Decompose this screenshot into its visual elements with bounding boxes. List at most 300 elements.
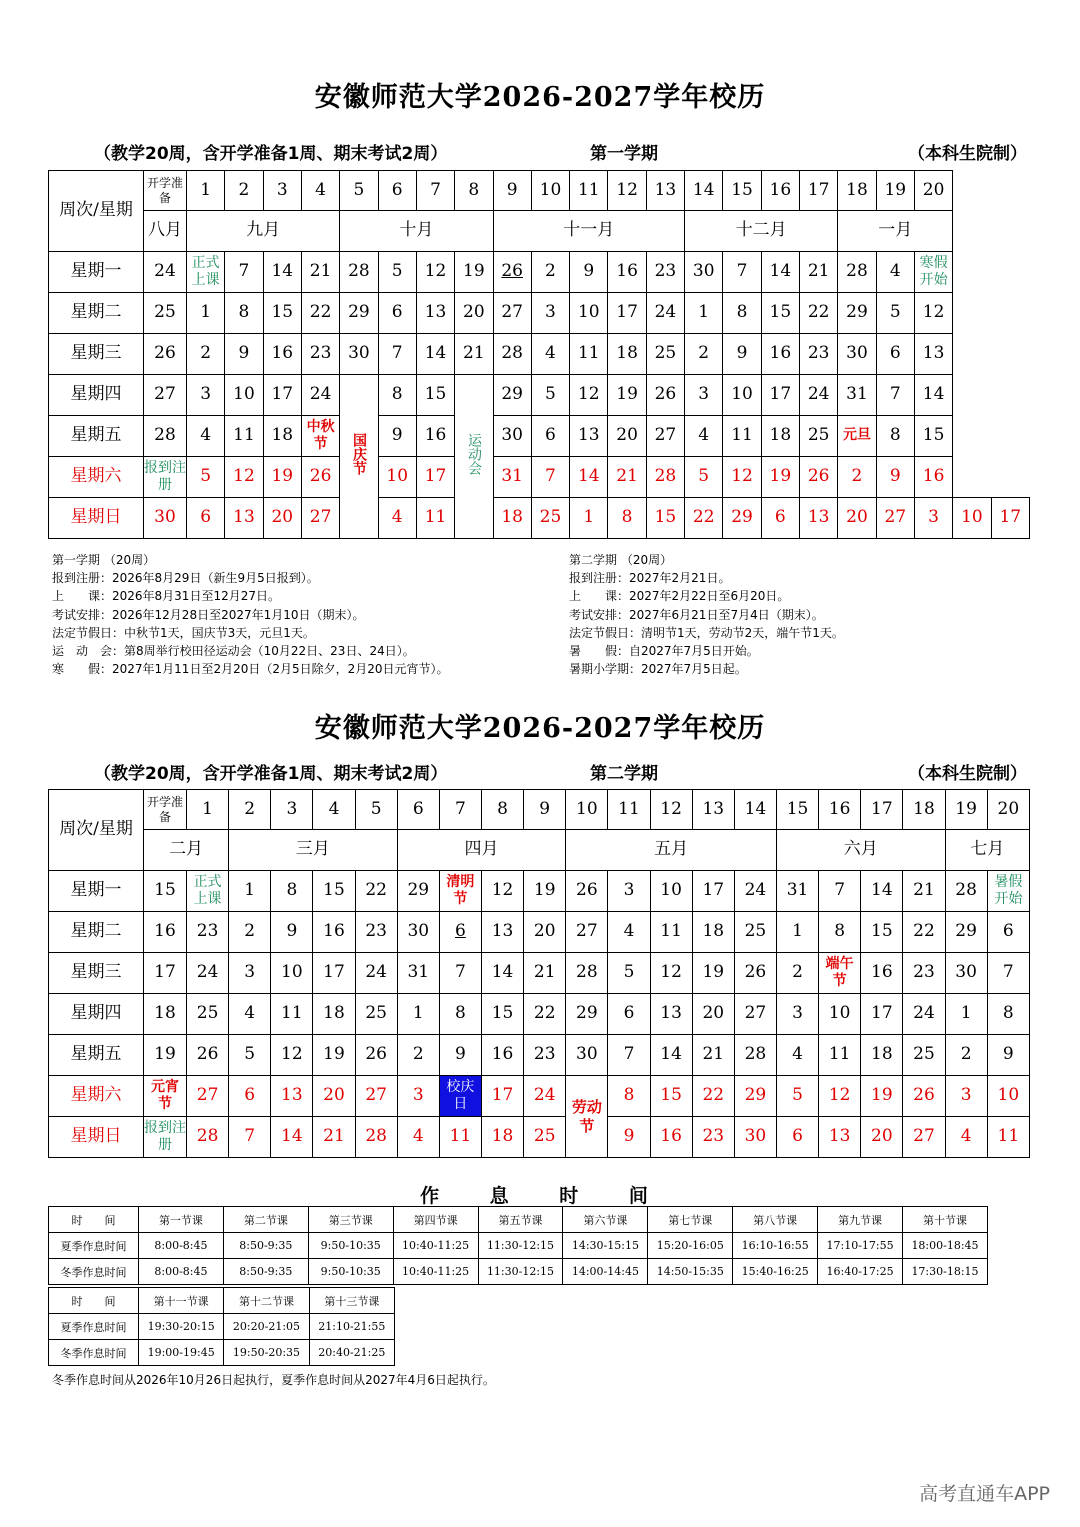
date-cell: 3: [685, 375, 723, 416]
date-cell: 5: [776, 1076, 818, 1117]
time-cell: 10:40-11:25: [393, 1259, 478, 1285]
time-cell: 10:40-11:25: [393, 1233, 478, 1259]
time-cell: 17:30-18:15: [903, 1259, 988, 1285]
date-cell: 19: [313, 1035, 355, 1076]
semester1-title: 安徽师范大学2026-2027学年校历: [314, 82, 766, 113]
dragon-boat-cell: 端午节: [819, 953, 861, 994]
date-cell: 27: [493, 293, 531, 334]
date-cell: 16: [608, 252, 646, 293]
date-cell: 6: [608, 994, 650, 1035]
date-cell: 8: [608, 498, 646, 539]
date-cell: 1: [945, 994, 987, 1035]
row-thursday: [49, 375, 1030, 416]
date-cell: 18: [493, 498, 531, 539]
date-cell: 13: [570, 416, 608, 457]
semester2-summary: （教学20周，含开学准备1周、期末考试2周）: [94, 764, 448, 784]
date-cell: 24: [734, 871, 776, 912]
row-saturday: [49, 457, 1030, 498]
date-cell: 7: [987, 953, 1029, 994]
date-cell: 9: [608, 1117, 650, 1158]
time-cell: 15:20-16:05: [648, 1233, 733, 1259]
date-cell: 26: [646, 375, 684, 416]
date-cell: 24: [144, 252, 187, 293]
date-cell: 9: [225, 334, 263, 375]
week-header: 18: [903, 790, 945, 830]
classes-start-cell: 正式上课: [187, 252, 225, 293]
date-cell: 20: [313, 1076, 355, 1117]
date-cell: 29: [734, 1076, 776, 1117]
month-header: 二月: [144, 830, 229, 871]
date-cell: 1: [187, 293, 225, 334]
date-cell: 27: [734, 994, 776, 1035]
semester1-notes: 第一学期 （20周） 报到注册：2026年8月29日（新生9月5日报到）。 上 课：2026年8月31日至12月27日。 考试安排：2026年12月28日至2027年1月10日（期末）。 法定节假日：中秋节1天，国庆节3天，元旦1天。 运 动 会：第8周举行校田径运动会（10月22日、23日、24日）。 寒 假：2027年1月11日至2月20日（2月5日除夕，2月20日元宵节）。: [52, 553, 449, 677]
date-cell: 26: [355, 1035, 397, 1076]
semester2-notes: 第二学期 （20周） 报到注册：2027年2月21日。 上 课：2027年2月22日至6月20日。 考试安排：2027年6月21日至7月4日（期末）。 法定节假日：清明节1天，劳动节2天，端午节1天。 暑 假：自2027年7月5日开始。 暑期小学期：2027年7月5日起。: [569, 553, 844, 677]
day-label: 星期六: [49, 457, 144, 498]
date-cell: 25: [531, 498, 569, 539]
week-header: 15: [776, 790, 818, 830]
date-cell: 1: [229, 871, 271, 912]
date-cell: 23: [903, 953, 945, 994]
week-header: 4: [301, 171, 339, 211]
date-cell: 3: [187, 375, 225, 416]
date-cell: 17: [144, 953, 187, 994]
summer-label: 夏季作息时间: [49, 1314, 139, 1340]
date-cell: 12: [819, 1076, 861, 1117]
week-header: 2: [229, 790, 271, 830]
period-header: 第十三节课: [309, 1288, 394, 1314]
month-header: 十二月: [685, 211, 838, 252]
date-cell: 8: [439, 994, 481, 1035]
period-header: 第十二节课: [224, 1288, 309, 1314]
date-cell: 21: [301, 252, 339, 293]
mid-autumn-cell: 中秋节: [301, 416, 339, 457]
date-cell: 19: [263, 457, 301, 498]
winter-label: 冬季作息时间: [49, 1259, 139, 1285]
date-cell: 12: [650, 953, 692, 994]
week-header: 1: [187, 171, 225, 211]
date-cell: 12: [570, 375, 608, 416]
date-cell: 7: [531, 457, 569, 498]
summer-break-start-cell: 暑假开始: [987, 871, 1029, 912]
date-cell: 20: [263, 498, 301, 539]
date-cell: 20: [861, 1117, 903, 1158]
month-header: 八月: [144, 211, 187, 252]
date-cell: 27: [144, 375, 187, 416]
date-cell: 17: [313, 953, 355, 994]
classes-start-cell: 正式上课: [187, 871, 229, 912]
date-cell: 13: [416, 293, 454, 334]
qingming-cell: 清明节: [439, 871, 481, 912]
date-cell: 17: [481, 1076, 523, 1117]
date-cell: 15: [481, 994, 523, 1035]
week-header: 14: [685, 171, 723, 211]
date-cell: 20: [608, 416, 646, 457]
week-header: 4: [313, 790, 355, 830]
date-cell: 7: [723, 252, 761, 293]
date-cell: 13: [914, 334, 952, 375]
date-cell: 15: [263, 293, 301, 334]
date-cell: 4: [608, 912, 650, 953]
week-header: 16: [761, 171, 799, 211]
period-header: 第五节课: [478, 1207, 563, 1233]
date-cell: 10: [225, 375, 263, 416]
sports-meet-cell: 运动会: [455, 375, 493, 539]
date-cell: 27: [187, 1076, 229, 1117]
date-cell: 4: [378, 498, 416, 539]
date-cell: 26: [493, 252, 531, 293]
date-cell: 16: [144, 912, 187, 953]
corner-header: 周次/星期: [49, 790, 144, 871]
date-cell: 9: [439, 1035, 481, 1076]
row-tuesday: [49, 912, 1030, 953]
date-cell: 23: [187, 912, 229, 953]
schedule-footnote: 冬季作息时间从2026年10月26日起执行，夏季作息时间从2027年4月6日起执行。: [52, 1373, 495, 1387]
date-cell: 16: [761, 334, 799, 375]
date-cell: 14: [861, 871, 903, 912]
date-cell: 26: [800, 457, 838, 498]
date-cell: 21: [692, 1035, 734, 1076]
time-cell: 14:50-15:35: [648, 1259, 733, 1285]
date-cell: 15: [416, 375, 454, 416]
date-cell: 5: [608, 953, 650, 994]
prep-week-header: 开学准备: [144, 790, 187, 830]
date-cell: 26: [566, 871, 608, 912]
date-cell: 7: [378, 334, 416, 375]
date-cell: 14: [914, 375, 952, 416]
date-cell: 9: [271, 912, 313, 953]
date-cell: 24: [646, 293, 684, 334]
date-cell: 17: [991, 498, 1029, 539]
date-cell: 30: [685, 252, 723, 293]
date-cell: 24: [800, 375, 838, 416]
date-cell: 20: [838, 498, 876, 539]
date-cell: 20: [524, 912, 566, 953]
date-cell: 4: [685, 416, 723, 457]
semester1-label: 第一学期: [590, 144, 658, 164]
date-cell: 20: [455, 293, 493, 334]
date-cell: 22: [692, 1076, 734, 1117]
month-header: 四月: [397, 830, 566, 871]
semester2-system: （本科生院制）: [908, 764, 1027, 784]
week-header: 10: [566, 790, 608, 830]
date-cell: 29: [566, 994, 608, 1035]
date-cell: 5: [229, 1035, 271, 1076]
date-cell: 8: [378, 375, 416, 416]
time-cell: 8:00-8:45: [139, 1259, 224, 1285]
week-header: 15: [723, 171, 761, 211]
date-cell: 24: [187, 953, 229, 994]
day-label: 星期三: [49, 953, 144, 994]
week-header: 8: [455, 171, 493, 211]
time-cell: 21:10-21:55: [309, 1314, 394, 1340]
date-cell: 21: [903, 871, 945, 912]
time-cell: 16:40-17:25: [818, 1259, 903, 1285]
date-cell: 13: [225, 498, 263, 539]
date-cell: 1: [397, 994, 439, 1035]
date-cell: 25: [734, 912, 776, 953]
week-header: 9: [524, 790, 566, 830]
period-header: 第一节课: [139, 1207, 224, 1233]
date-cell: 18: [861, 1035, 903, 1076]
date-cell: 25: [524, 1117, 566, 1158]
day-label: 星期四: [49, 994, 144, 1035]
date-cell: 27: [355, 1076, 397, 1117]
time-cell: 15:40-16:25: [733, 1259, 818, 1285]
date-cell: 19: [761, 457, 799, 498]
date-cell: 28: [838, 252, 876, 293]
date-cell: 20: [692, 994, 734, 1035]
date-cell: 8: [819, 912, 861, 953]
month-header: 六月: [776, 830, 945, 871]
time-header: 时 间: [49, 1288, 139, 1314]
date-cell: 7: [225, 252, 263, 293]
date-cell: 29: [838, 293, 876, 334]
date-cell: 12: [723, 457, 761, 498]
month-header: 一月: [838, 211, 953, 252]
date-cell: 15: [313, 871, 355, 912]
date-cell: 5: [187, 457, 225, 498]
week-header: 20: [914, 171, 952, 211]
date-cell: 28: [493, 334, 531, 375]
date-cell: 4: [229, 994, 271, 1035]
date-cell: 9: [378, 416, 416, 457]
date-cell: 1: [685, 293, 723, 334]
date-cell: 30: [734, 1117, 776, 1158]
day-label: 星期一: [49, 252, 144, 293]
date-cell: 22: [903, 912, 945, 953]
date-cell: 17: [608, 293, 646, 334]
week-header: 5: [340, 171, 378, 211]
row-thursday: [49, 994, 1030, 1035]
date-cell: 14: [416, 334, 454, 375]
date-cell: 15: [650, 1076, 692, 1117]
row-wednesday: [49, 953, 1030, 994]
date-cell: 3: [945, 1076, 987, 1117]
date-cell: 7: [439, 953, 481, 994]
date-cell: 14: [761, 252, 799, 293]
date-cell: 8: [876, 416, 914, 457]
time-cell: 19:00-19:45: [139, 1340, 224, 1366]
date-cell: 23: [692, 1117, 734, 1158]
date-cell: 21: [313, 1117, 355, 1158]
semester1-calendar: [48, 170, 1030, 539]
date-cell: 6: [439, 912, 481, 953]
date-cell: 6: [987, 912, 1029, 953]
month-header: 九月: [187, 211, 340, 252]
week-header: 19: [876, 171, 914, 211]
date-cell: 2: [531, 252, 569, 293]
date-cell: 10: [650, 871, 692, 912]
date-cell: 30: [945, 953, 987, 994]
date-cell: 9: [876, 457, 914, 498]
date-cell: 6: [761, 498, 799, 539]
date-cell: 10: [378, 457, 416, 498]
date-cell: 4: [876, 252, 914, 293]
week-header: 11: [608, 790, 650, 830]
semester2-label: 第二学期: [590, 764, 658, 784]
semester2-title: 安徽师范大学2026-2027学年校历: [314, 713, 766, 744]
date-cell: 13: [650, 994, 692, 1035]
date-cell: 17: [263, 375, 301, 416]
row-wednesday: [49, 334, 1030, 375]
date-cell: 4: [531, 334, 569, 375]
date-cell: 5: [531, 375, 569, 416]
row-sunday: [49, 498, 1030, 539]
date-cell: 15: [914, 416, 952, 457]
period-header: 第八节课: [733, 1207, 818, 1233]
date-cell: 3: [914, 498, 952, 539]
date-cell: 21: [524, 953, 566, 994]
date-cell: 17: [692, 871, 734, 912]
date-cell: 10: [271, 953, 313, 994]
date-cell: 12: [225, 457, 263, 498]
week-header: 17: [800, 171, 838, 211]
date-cell: 5: [378, 252, 416, 293]
national-day-cell: 国庆节: [340, 375, 378, 539]
date-cell: 8: [271, 871, 313, 912]
date-cell: 30: [340, 334, 378, 375]
date-cell: 16: [263, 334, 301, 375]
week-header: 14: [734, 790, 776, 830]
date-cell: 27: [903, 1117, 945, 1158]
corner-header: 周次/星期: [49, 171, 144, 252]
schedule-title: 作 息 时 间: [420, 1185, 660, 1207]
date-cell: 14: [271, 1117, 313, 1158]
day-label: 星期二: [49, 293, 144, 334]
week-header: 16: [819, 790, 861, 830]
date-cell: 12: [481, 871, 523, 912]
date-cell: 7: [229, 1117, 271, 1158]
date-cell: 22: [355, 871, 397, 912]
week-header: 9: [493, 171, 531, 211]
date-cell: 29: [397, 871, 439, 912]
date-cell: 1: [570, 498, 608, 539]
labor-day-cell: 劳动节: [566, 1076, 608, 1158]
day-label: 星期一: [49, 871, 144, 912]
week-header: 17: [861, 790, 903, 830]
schedule-table-2: [48, 1287, 395, 1366]
week-header: 6: [397, 790, 439, 830]
date-cell: 16: [313, 912, 355, 953]
week-header: 6: [378, 171, 416, 211]
date-cell: 24: [524, 1076, 566, 1117]
date-cell: 2: [397, 1035, 439, 1076]
date-cell: 5: [685, 457, 723, 498]
day-label: 星期三: [49, 334, 144, 375]
date-cell: 5: [876, 293, 914, 334]
row-tuesday: [49, 293, 1030, 334]
date-cell: 29: [945, 912, 987, 953]
anniversary-cell: 校庆日: [439, 1076, 481, 1117]
week-header: 12: [608, 171, 646, 211]
date-cell: 25: [187, 994, 229, 1035]
semester1-system: （本科生院制）: [908, 144, 1027, 164]
time-cell: 18:00-18:45: [903, 1233, 988, 1259]
day-label: 星期五: [49, 1035, 144, 1076]
week-header: 19: [945, 790, 987, 830]
date-cell: 28: [187, 1117, 229, 1158]
date-cell: 31: [493, 457, 531, 498]
period-header: 第四节课: [393, 1207, 478, 1233]
date-cell: 30: [566, 1035, 608, 1076]
time-cell: 19:50-20:35: [224, 1340, 309, 1366]
date-cell: 15: [861, 912, 903, 953]
date-cell: 23: [800, 334, 838, 375]
date-cell: 11: [819, 1035, 861, 1076]
date-cell: 30: [397, 912, 439, 953]
date-cell: 18: [761, 416, 799, 457]
schedule-table-1: [48, 1206, 988, 1285]
date-cell: 15: [144, 871, 187, 912]
registration-cell: 报到注册: [144, 457, 187, 498]
month-header: 十月: [340, 211, 493, 252]
day-label: 星期六: [49, 1076, 144, 1117]
date-cell: 30: [838, 334, 876, 375]
date-cell: 26: [144, 334, 187, 375]
date-cell: 11: [271, 994, 313, 1035]
date-cell: 19: [524, 871, 566, 912]
week-header: 7: [416, 171, 454, 211]
period-header: 第三节课: [308, 1207, 393, 1233]
day-label: 星期五: [49, 416, 144, 457]
date-cell: 3: [608, 871, 650, 912]
date-cell: 2: [229, 912, 271, 953]
week-header: 7: [439, 790, 481, 830]
row-monday: [49, 871, 1030, 912]
date-cell: 14: [650, 1035, 692, 1076]
date-cell: 6: [229, 1076, 271, 1117]
date-cell: 26: [903, 1076, 945, 1117]
date-cell: 23: [355, 912, 397, 953]
date-cell: 9: [987, 1035, 1029, 1076]
period-header: 第十一节课: [139, 1288, 224, 1314]
time-cell: 9:50-10:35: [308, 1259, 393, 1285]
month-header: 七月: [945, 830, 1029, 871]
week-header: 8: [481, 790, 523, 830]
date-cell: 14: [263, 252, 301, 293]
week-header: 5: [355, 790, 397, 830]
time-cell: 14:00-14:45: [563, 1259, 648, 1285]
date-cell: 15: [646, 498, 684, 539]
time-cell: 8:50-9:35: [223, 1233, 308, 1259]
winter-label: 冬季作息时间: [49, 1340, 139, 1366]
date-cell: 22: [685, 498, 723, 539]
date-cell: 28: [734, 1035, 776, 1076]
date-cell: 2: [838, 457, 876, 498]
date-cell: 13: [271, 1076, 313, 1117]
date-cell: 2: [945, 1035, 987, 1076]
date-cell: 18: [144, 994, 187, 1035]
time-cell: 8:50-9:35: [223, 1259, 308, 1285]
date-cell: 8: [225, 293, 263, 334]
date-cell: 10: [723, 375, 761, 416]
date-cell: 11: [570, 334, 608, 375]
date-cell: 28: [355, 1117, 397, 1158]
week-header: 10: [531, 171, 569, 211]
new-year-cell: 元旦: [838, 416, 876, 457]
summer-label: 夏季作息时间: [49, 1233, 139, 1259]
date-cell: 28: [646, 457, 684, 498]
period-header: 第十节课: [903, 1207, 988, 1233]
date-cell: 27: [646, 416, 684, 457]
date-cell: 17: [761, 375, 799, 416]
date-cell: 28: [144, 416, 187, 457]
time-cell: 9:50-10:35: [308, 1233, 393, 1259]
week-header: 18: [838, 171, 876, 211]
date-cell: 22: [301, 293, 339, 334]
row-friday: [49, 1035, 1030, 1076]
